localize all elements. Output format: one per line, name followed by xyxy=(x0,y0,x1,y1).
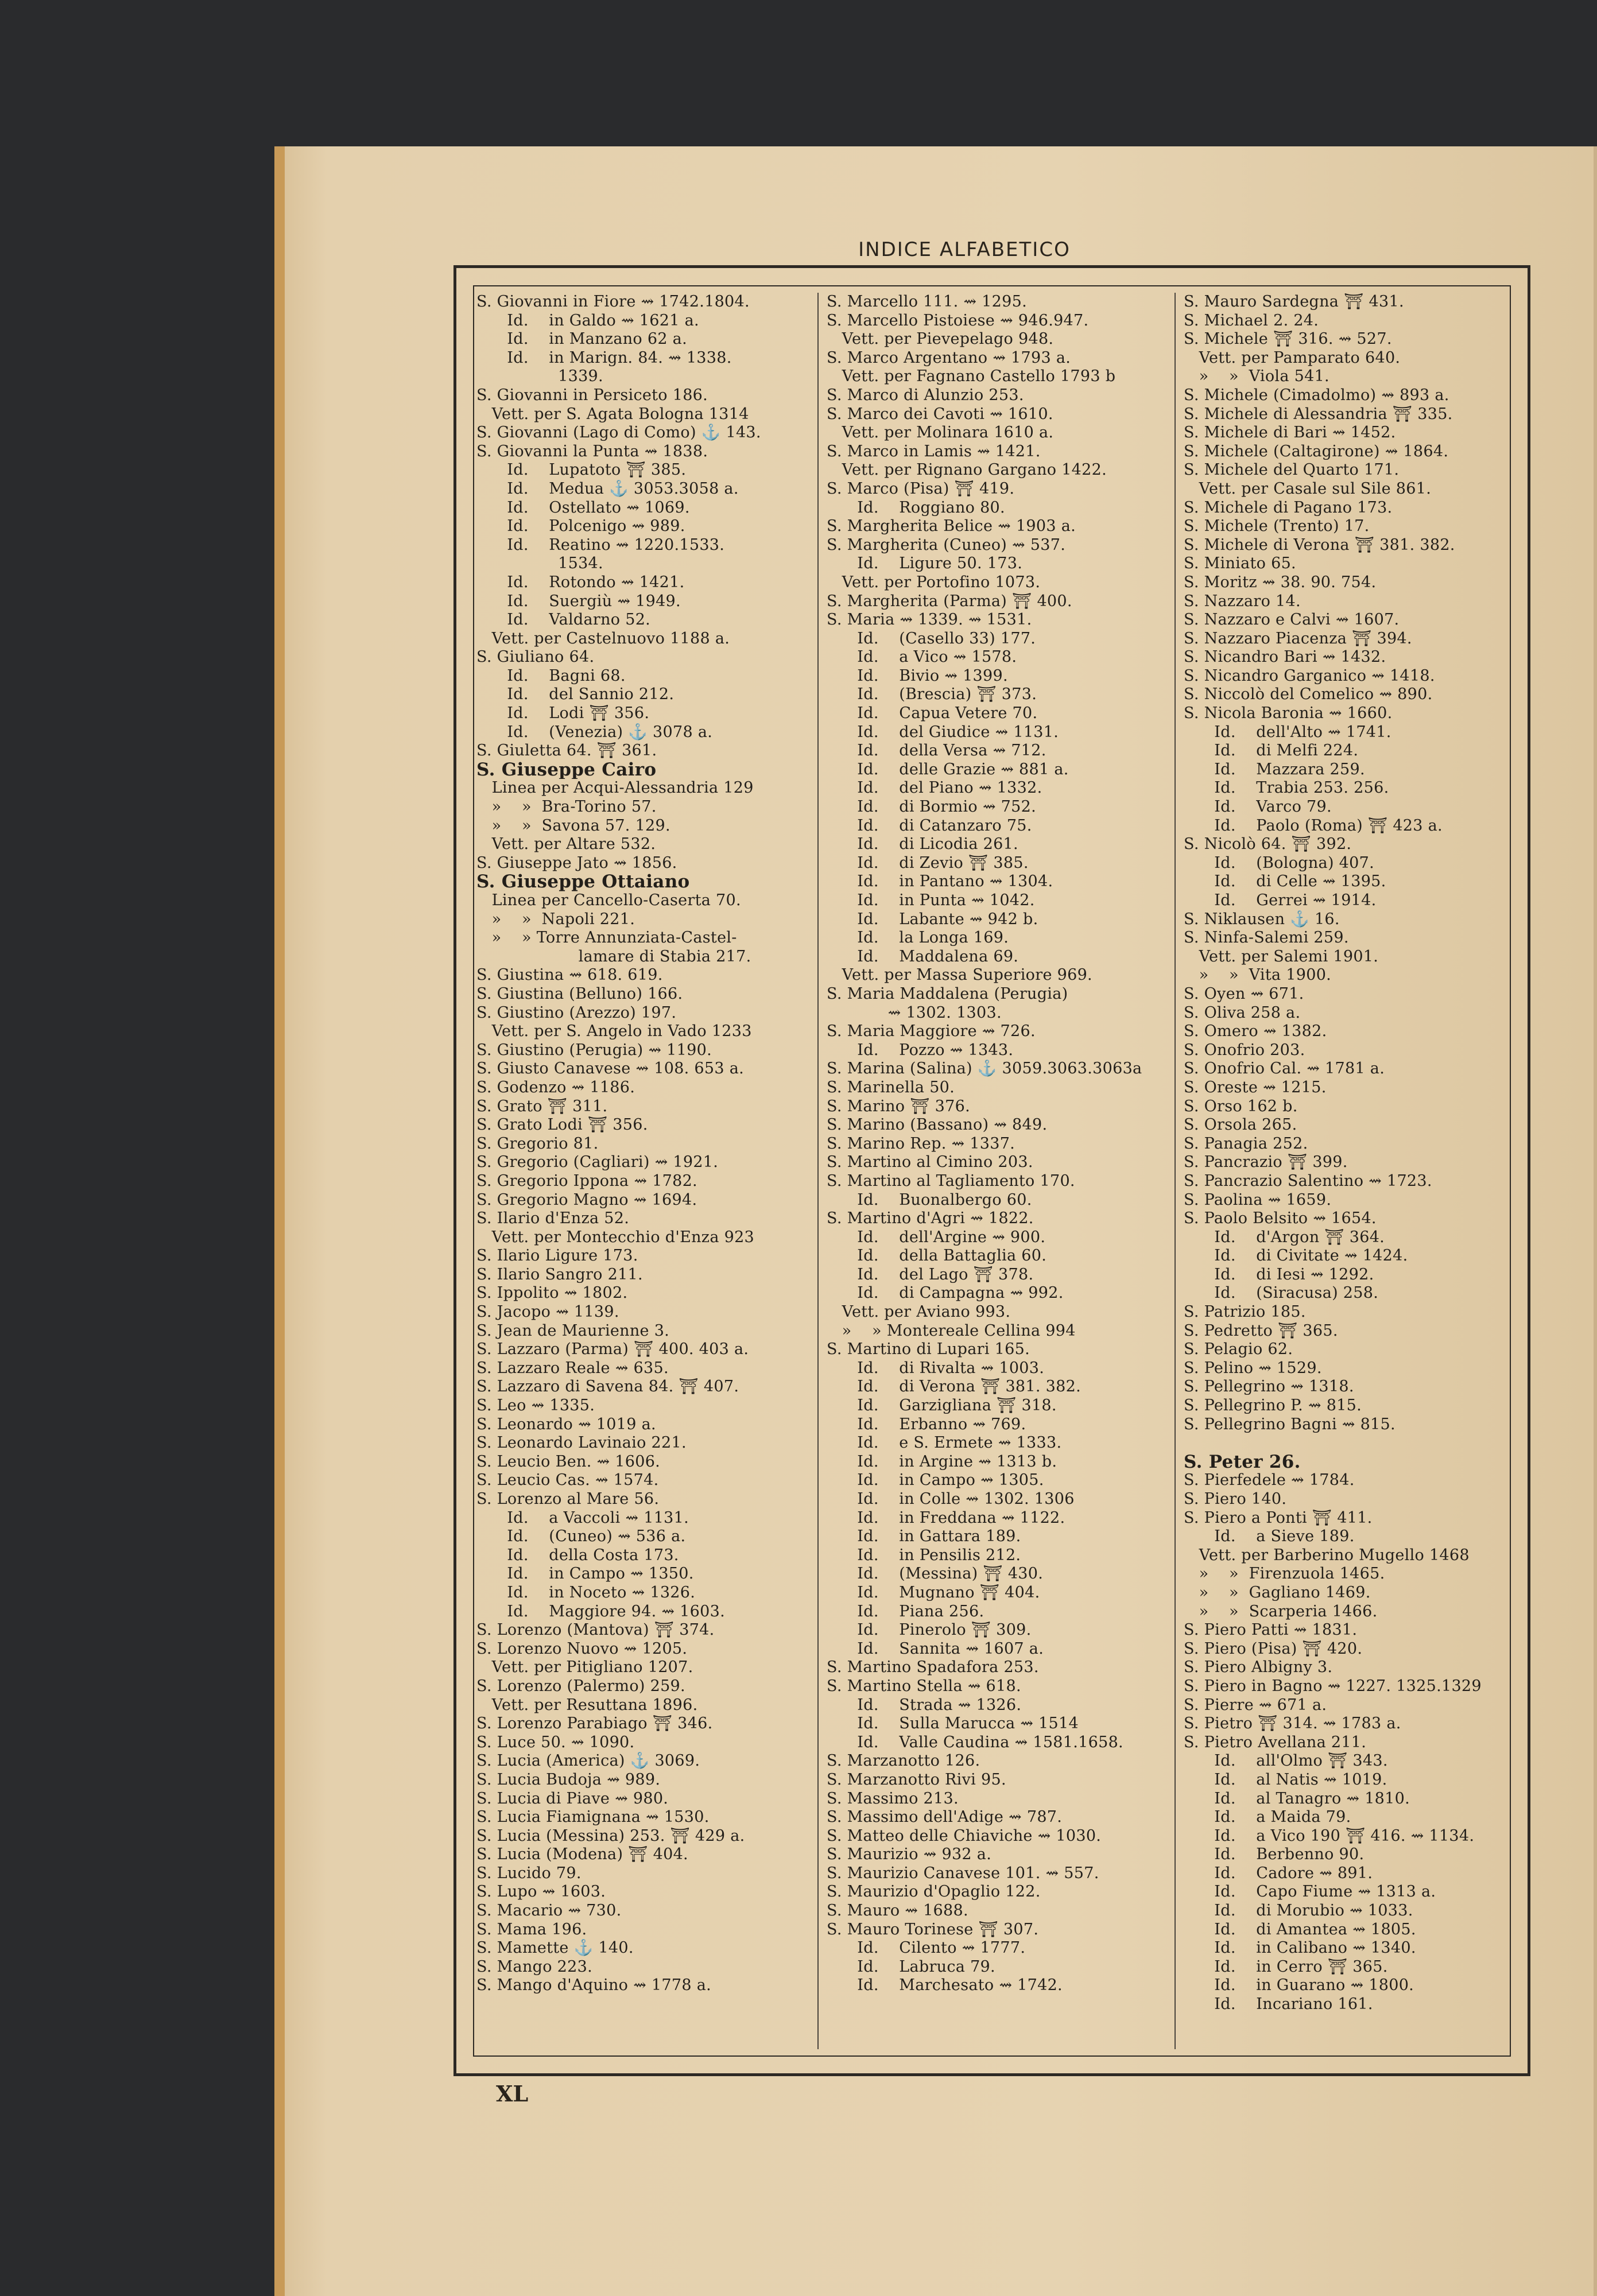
index-entry: Id. dell'Argine ⇝ 900. xyxy=(827,1228,1046,1246)
index-entry: S. Onofrio Cal. ⇝ 1781 a. xyxy=(1184,1060,1385,1078)
index-entry: S. Macario ⇝ 730. xyxy=(476,1902,622,1920)
index-entry: S. Ninfa-Salemi 259. xyxy=(1184,929,1349,947)
index-entry: Id. Ostellato ⇝ 1069. xyxy=(476,498,690,517)
index-entry: S. Grato Lodi ⛩ 356. xyxy=(476,1116,648,1134)
index-entry: Id. Sannita ⇝ 1607 a. xyxy=(827,1639,1044,1658)
index-entry: Id. Pinerolo ⛩ 309. xyxy=(827,1621,1032,1639)
index-entry: S. Marcello Pistoiese ⇝ 946.947. xyxy=(827,311,1089,329)
index-entry: Id. Bivio ⇝ 1399. xyxy=(827,666,1008,685)
index-entry: S. Mauro Torinese ⛩ 307. xyxy=(827,1920,1039,1938)
index-entry: S. Marcello 111. ⇝ 1295. xyxy=(827,293,1027,311)
index-entry: S. Marina (Salina) ⚓ 3059.3063.3063a xyxy=(827,1060,1142,1078)
index-entry: S. Marco Argentano ⇝ 1793 a. xyxy=(827,348,1071,367)
index-entry: S. Leo ⇝ 1335. xyxy=(476,1397,595,1415)
index-entry: Id. dell'Alto ⇝ 1741. xyxy=(1184,723,1391,741)
index-entry: S. Martino al Tagliamento 170. xyxy=(827,1172,1075,1190)
index-entry: S. Piero Patti ⇝ 1831. xyxy=(1184,1621,1358,1639)
index-entry: S. Leonardo ⇝ 1019 a. xyxy=(476,1415,656,1433)
index-entry: S. Mama 196. xyxy=(476,1920,587,1938)
index-entry: Id. della Battaglia 60. xyxy=(827,1247,1047,1265)
index-entry: Id. di Rivalta ⇝ 1003. xyxy=(827,1359,1045,1377)
index-entry: S. Ippolito ⇝ 1802. xyxy=(476,1284,628,1302)
index-entry: Id. Labante ⇝ 942 b. xyxy=(827,910,1038,928)
index-entry: S. Lucia Fiamignana ⇝ 1530. xyxy=(476,1808,710,1826)
index-entry: Id. della Versa ⇝ 712. xyxy=(827,742,1046,760)
column-divider xyxy=(1175,293,1176,2049)
index-entry: S. Martino Spadafora 253. xyxy=(827,1658,1039,1677)
index-entry: Id. Strada ⇝ 1326. xyxy=(827,1696,1022,1714)
index-entry: S. Nicandro Bari ⇝ 1432. xyxy=(1184,648,1386,666)
index-entry: S. Giuseppe Cairo xyxy=(476,760,657,779)
index-entry: S. Nicolò 64. ⛩ 392. xyxy=(1184,835,1352,854)
index-entry: Id. in Campo ⇝ 1305. xyxy=(827,1471,1044,1490)
index-entry: Id. Ligure 50. 173. xyxy=(827,554,1023,573)
index-entry: Id. di Iesi ⇝ 1292. xyxy=(1184,1265,1374,1283)
index-entry: S. Gregorio 81. xyxy=(476,1134,599,1153)
index-entry: Vett. per S. Angelo in Vado 1233 xyxy=(476,1022,752,1041)
index-entry: S. Mango 223. xyxy=(476,1957,592,1976)
index-entry: S. Lorenzo (Palermo) 259. xyxy=(476,1677,685,1695)
index-entry: Id. Labruca 79. xyxy=(827,1957,995,1976)
index-entry: S. Niklausen ⚓ 16. xyxy=(1184,910,1340,928)
index-entry: S. Lazzaro (Parma) ⛩ 400. 403 a. xyxy=(476,1340,749,1359)
index-entry: S. Maurizio ⇝ 932 a. xyxy=(827,1845,992,1864)
index-entry: Id. Medua ⚓ 3053.3058 a. xyxy=(476,479,739,498)
index-entry: Vett. per Castelnuovo 1188 a. xyxy=(476,629,730,647)
index-entry: S. Michele di Pagano 173. xyxy=(1184,498,1393,517)
index-entry: Id. di Civitate ⇝ 1424. xyxy=(1184,1247,1408,1265)
index-entry: Vett. per Molinara 1610 a. xyxy=(827,424,1054,442)
index-entry: S. Grato ⛩ 311. xyxy=(476,1097,608,1115)
index-entry: S. Giuletta 64. ⛩ 361. xyxy=(476,742,657,760)
index-entry: S. Onofrio 203. xyxy=(1184,1041,1305,1059)
index-entry: Id. Roggiano 80. xyxy=(827,498,1005,517)
index-entry: Id. al Natis ⇝ 1019. xyxy=(1184,1770,1387,1789)
index-entry: S. Lorenzo al Mare 56. xyxy=(476,1490,660,1508)
index-column-3 xyxy=(1184,293,1528,2014)
index-entry: Id. Lodi ⛩ 356. xyxy=(476,704,650,723)
index-entry: S. Lazzaro Reale ⇝ 635. xyxy=(476,1359,669,1377)
index-entry: S. Marinella 50. xyxy=(827,1078,955,1096)
index-entry: Id. (Brescia) ⛩ 373. xyxy=(827,685,1037,704)
index-entry: S. Pelino ⇝ 1529. xyxy=(1184,1359,1322,1377)
index-entry: Vett. per Altare 532. xyxy=(476,835,656,854)
index-entry: Id. Trabia 253. 256. xyxy=(1184,779,1389,797)
index-entry: Id. a Vico ⇝ 1578. xyxy=(827,648,1017,666)
index-entry: » » Montereale Cellina 994 xyxy=(827,1321,1076,1340)
index-entry: Id. Gerrei ⇝ 1914. xyxy=(1184,891,1377,909)
index-entry: Id. Valle Caudina ⇝ 1581.1658. xyxy=(827,1733,1123,1751)
index-entry: Id. e S. Ermete ⇝ 1333. xyxy=(827,1434,1062,1452)
index-entry: S. Peter 26. xyxy=(1184,1452,1301,1472)
page-header: INDICE ALFABETICO xyxy=(858,238,1071,261)
column-divider xyxy=(817,293,819,2049)
index-entry: lamare di Stabia 217. xyxy=(476,947,751,965)
index-entry: Id. in Guarano ⇝ 1800. xyxy=(1184,1976,1414,1995)
index-entry: Linea per Cancello-Caserta 70. xyxy=(476,891,741,909)
index-entry: Id. (Cuneo) ⇝ 536 a. xyxy=(476,1527,686,1546)
index-entry: Id. Maddalena 69. xyxy=(827,947,1019,965)
index-entry: S. Pellegrino Bagni ⇝ 815. xyxy=(1184,1415,1396,1433)
index-entry: S. Piero (Pisa) ⛩ 420. xyxy=(1184,1639,1363,1658)
index-entry: S. Oyen ⇝ 671. xyxy=(1184,984,1304,1003)
index-entry: Id. in Colle ⇝ 1302. 1306 xyxy=(827,1490,1075,1508)
index-entry: Id. Berbenno 90. xyxy=(1184,1845,1365,1864)
index-entry: S. Giovanni in Persiceto 186. xyxy=(476,386,708,404)
index-entry: S. Marino (Bassano) ⇝ 849. xyxy=(827,1116,1048,1134)
index-entry: S. Lucia (Modena) ⛩ 404. xyxy=(476,1845,688,1864)
index-entry: S. Paolina ⇝ 1659. xyxy=(1184,1190,1332,1209)
index-entry: Id. in Pensilis 212. xyxy=(827,1546,1021,1564)
index-entry: Id. in Galdo ⇝ 1621 a. xyxy=(476,311,699,329)
index-entry: Id. Marchesato ⇝ 1742. xyxy=(827,1976,1063,1995)
index-entry: » » Scarperia 1466. xyxy=(1184,1602,1378,1620)
index-entry: Id. di Catanzaro 75. xyxy=(827,816,1032,835)
index-entry: S. Giustina (Belluno) 166. xyxy=(476,984,683,1003)
index-entry: S. Gregorio (Cagliari) ⇝ 1921. xyxy=(476,1153,719,1172)
index-entry: Id. delle Grazie ⇝ 881 a. xyxy=(827,760,1069,778)
index-entry: S. Gregorio Ippona ⇝ 1782. xyxy=(476,1172,697,1190)
index-entry: S. Maria Maggiore ⇝ 726. xyxy=(827,1022,1036,1041)
index-entry xyxy=(1184,1434,1528,1453)
index-entry: S. Nazzaro 14. xyxy=(1184,592,1301,610)
index-entry: Id. Pozzo ⇝ 1343. xyxy=(827,1041,1014,1059)
index-entry: S. Oreste ⇝ 1215. xyxy=(1184,1078,1327,1096)
index-entry: S. Panagia 252. xyxy=(1184,1134,1308,1153)
index-entry: Id. (Bologna) 407. xyxy=(1184,854,1374,872)
index-entry: S. Pierfedele ⇝ 1784. xyxy=(1184,1471,1355,1490)
index-entry: S. Matteo delle Chiaviche ⇝ 1030. xyxy=(827,1826,1102,1845)
index-entry: Vett. per Montecchio d'Enza 923 xyxy=(476,1228,755,1246)
index-entry: Vett. per Resuttana 1896. xyxy=(476,1696,698,1714)
index-entry: S. Moritz ⇝ 38. 90. 754. xyxy=(1184,573,1377,591)
index-entry: S. Jean de Maurienne 3. xyxy=(476,1321,670,1340)
index-entry: Id. Bagni 68. xyxy=(476,666,626,685)
index-entry: » » Bra-Torino 57. xyxy=(476,798,657,816)
index-entry: Linea per Acqui-Alessandria 129 xyxy=(476,779,754,797)
index-entry: 1534. xyxy=(476,554,603,573)
index-entry: S. Luce 50. ⇝ 1090. xyxy=(476,1733,635,1751)
index-entry: S. Pellegrino P. ⇝ 815. xyxy=(1184,1397,1362,1415)
index-entry: Id. Mazzara 259. xyxy=(1184,760,1365,778)
index-entry: Id. in Campo ⇝ 1350. xyxy=(476,1565,694,1583)
index-entry: S. Maurizio d'Opaglio 122. xyxy=(827,1883,1041,1901)
index-entry: S. Martino al Cimino 203. xyxy=(827,1153,1033,1172)
index-entry: Id. di Bormio ⇝ 752. xyxy=(827,798,1036,816)
index-entry: Id. Mugnano ⛩ 404. xyxy=(827,1583,1040,1601)
index-entry: Id. in Argine ⇝ 1313 b. xyxy=(827,1452,1057,1471)
index-entry: S. Pelagio 62. xyxy=(1184,1340,1293,1359)
index-entry: Id. Cilento ⇝ 1777. xyxy=(827,1939,1026,1957)
index-entry: Id. del Sannio 212. xyxy=(476,685,675,704)
index-entry: S. Nicandro Garganico ⇝ 1418. xyxy=(1184,666,1435,685)
index-entry: Id. Sulla Marucca ⇝ 1514 xyxy=(827,1715,1079,1733)
index-entry: Id. (Casello 33) 177. xyxy=(827,629,1036,647)
index-entry: S. Mauro Sardegna ⛩ 431. xyxy=(1184,293,1404,311)
index-entry: » » Torre Annunziata-Castel- xyxy=(476,929,737,947)
index-entry: Vett. per Massa Superiore 969. xyxy=(827,966,1092,984)
index-entry: Id. del Giudice ⇝ 1131. xyxy=(827,723,1059,741)
index-entry: S. Orsola 265. xyxy=(1184,1116,1297,1134)
index-entry: » » Vita 1900. xyxy=(1184,966,1332,984)
page-edge xyxy=(274,146,285,2296)
index-entry: S. Margherita (Parma) ⛩ 400. xyxy=(827,592,1072,610)
index-entry: Id. Incariano 161. xyxy=(1184,1995,1373,2014)
index-entry: S. Godenzo ⇝ 1186. xyxy=(476,1078,635,1096)
index-entry: Id. di Licodia 261. xyxy=(827,835,1018,854)
index-entry: S. Lorenzo Parabiago ⛩ 346. xyxy=(476,1715,713,1733)
index-entry: S. Ilario d'Enza 52. xyxy=(476,1209,630,1228)
index-entry: S. Michael 2. 24. xyxy=(1184,311,1319,329)
index-entry: S. Jacopo ⇝ 1139. xyxy=(476,1303,619,1321)
index-entry: S. Leucio Ben. ⇝ 1606. xyxy=(476,1452,661,1471)
index-entry: S. Michele di Verona ⛩ 381. 382. xyxy=(1184,536,1455,554)
index-entry: S. Lucido 79. xyxy=(476,1864,582,1882)
index-entry: S. Giustino (Arezzo) 197. xyxy=(476,1003,677,1022)
index-entry: S. Niccolò del Comelico ⇝ 890. xyxy=(1184,685,1433,704)
index-entry: Id. a Maida 79. xyxy=(1184,1808,1351,1826)
index-entry: » » Firenzuola 1465. xyxy=(1184,1565,1385,1583)
index-entry: Id. in Punta ⇝ 1042. xyxy=(827,891,1035,909)
index-entry: Id. Garzigliana ⛩ 318. xyxy=(827,1397,1057,1415)
index-entry: S. Mamette ⚓ 140. xyxy=(476,1939,634,1957)
index-entry: 1339. xyxy=(476,367,603,386)
index-entry: S. Lucia (America) ⚓ 3069. xyxy=(476,1752,700,1770)
index-entry: Id. a Sieve 189. xyxy=(1184,1527,1355,1546)
index-entry: Id. Lupatoto ⛩ 385. xyxy=(476,461,687,479)
index-entry: S. Gregorio Magno ⇝ 1694. xyxy=(476,1190,697,1209)
index-entry: S. Lucia Budoja ⇝ 989. xyxy=(476,1770,661,1789)
index-column-1 xyxy=(476,293,809,1995)
index-entry: S. Margherita (Cuneo) ⇝ 537. xyxy=(827,536,1066,554)
index-entry: S. Martino d'Agri ⇝ 1822. xyxy=(827,1209,1034,1228)
index-entry: Id. in Cerro ⛩ 365. xyxy=(1184,1957,1388,1976)
index-entry: S. Pancrazio ⛩ 399. xyxy=(1184,1153,1348,1172)
index-entry: S. Pellegrino ⇝ 1318. xyxy=(1184,1378,1354,1396)
index-entry: Vett. per Pievepelago 948. xyxy=(827,330,1054,348)
index-entry: S. Nicola Baronia ⇝ 1660. xyxy=(1184,704,1393,723)
index-entry: S. Marino ⛩ 376. xyxy=(827,1097,970,1115)
index-entry: S. Nazzaro Piacenza ⛩ 394. xyxy=(1184,629,1412,647)
index-entry: Vett. per S. Agata Bologna 1314 xyxy=(476,405,749,423)
index-entry: Id. Maggiore 94. ⇝ 1603. xyxy=(476,1602,725,1620)
index-entry: S. Pierre ⇝ 671 a. xyxy=(1184,1696,1327,1714)
index-entry: Id. all'Olmo ⛩ 343. xyxy=(1184,1752,1388,1770)
index-entry: S. Giovanni la Punta ⇝ 1838. xyxy=(476,442,708,460)
index-entry: S. Oliva 258 a. xyxy=(1184,1003,1301,1022)
index-entry: Id. Polcenigo ⇝ 989. xyxy=(476,517,685,536)
index-entry: Vett. per Fagnano Castello 1793 b xyxy=(827,367,1116,386)
index-entry: Id. la Longa 169. xyxy=(827,929,1009,947)
index-entry: Id. Varco 79. xyxy=(1184,798,1332,816)
index-entry: S. Orso 162 b. xyxy=(1184,1097,1298,1115)
index-entry: » » Viola 541. xyxy=(1184,367,1329,386)
index-entry: S. Michele (Caltagirone) ⇝ 1864. xyxy=(1184,442,1449,460)
index-entry: S. Marco dei Cavoti ⇝ 1610. xyxy=(827,405,1053,423)
index-entry: Vett. per Salemi 1901. xyxy=(1184,947,1379,965)
index-entry: S. Omero ⇝ 1382. xyxy=(1184,1022,1327,1041)
index-entry: S. Leucio Cas. ⇝ 1574. xyxy=(476,1471,659,1490)
index-entry: S. Michele di Bari ⇝ 1452. xyxy=(1184,424,1396,442)
index-entry: Id. in Freddana ⇝ 1122. xyxy=(827,1508,1065,1527)
index-entry: Vett. per Aviano 993. xyxy=(827,1303,1011,1321)
index-entry: Id. in Pantano ⇝ 1304. xyxy=(827,872,1053,891)
index-entry: Vett. per Rignano Gargano 1422. xyxy=(827,461,1107,479)
index-entry: ⇝ 1302. 1303. xyxy=(827,1003,1002,1022)
index-entry: Id. (Siracusa) 258. xyxy=(1184,1284,1379,1302)
index-entry: S. Giuliano 64. xyxy=(476,648,595,666)
index-entry: S. Lupo ⇝ 1603. xyxy=(476,1883,606,1901)
index-entry: Id. di Amantea ⇝ 1805. xyxy=(1184,1920,1416,1938)
index-entry: S. Nazzaro e Calvi ⇝ 1607. xyxy=(1184,611,1400,629)
index-entry: S. Piero 140. xyxy=(1184,1490,1287,1508)
index-entry: S. Piero a Ponti ⛩ 411. xyxy=(1184,1508,1373,1527)
index-entry: S. Maurizio Canavese 101. ⇝ 557. xyxy=(827,1864,1099,1882)
index-entry: Id. del Piano ⇝ 1332. xyxy=(827,779,1042,797)
index-entry: Vett. per Casale sul Sile 861. xyxy=(1184,479,1432,498)
index-entry: S. Michele (Trento) 17. xyxy=(1184,517,1370,536)
index-entry: S. Marco in Lamis ⇝ 1421. xyxy=(827,442,1041,460)
index-entry: S. Lorenzo (Mantova) ⛩ 374. xyxy=(476,1621,715,1639)
index-entry: S. Massimo dell'Adige ⇝ 787. xyxy=(827,1808,1063,1826)
index-column-2 xyxy=(827,293,1165,1995)
index-entry: Id. in Gattara 189. xyxy=(827,1527,1021,1546)
index-entry: S. Massimo 213. xyxy=(827,1789,959,1808)
index-entry: S. Martino Stella ⇝ 618. xyxy=(827,1677,1021,1695)
index-entry: Id. di Melfi 224. xyxy=(1184,742,1359,760)
index-entry: Id. in Noceto ⇝ 1326. xyxy=(476,1583,696,1601)
index-entry: » » Gagliano 1469. xyxy=(1184,1583,1371,1601)
index-entry: S. Piero in Bagno ⇝ 1227. 1325.1329 xyxy=(1184,1677,1482,1695)
index-entry: S. Marco di Alunzio 253. xyxy=(827,386,1024,404)
index-entry: S. Paolo Belsito ⇝ 1654. xyxy=(1184,1209,1377,1228)
index-entry: S. Giustina ⇝ 618. 619. xyxy=(476,966,663,984)
index-entry: Id. Capua Vetere 70. xyxy=(827,704,1038,723)
index-entry: Id. Suergiù ⇝ 1949. xyxy=(476,592,681,610)
index-entry: Vett. per Portofino 1073. xyxy=(827,573,1041,591)
index-entry: S. Marzanotto 126. xyxy=(827,1752,980,1770)
index-entry: Id. d'Argon ⛩ 364. xyxy=(1184,1228,1385,1246)
index-entry: Id. (Venezia) ⚓ 3078 a. xyxy=(476,723,713,741)
index-entry: S. Martino di Lupari 165. xyxy=(827,1340,1030,1359)
index-entry: Id. del Lago ⛩ 378. xyxy=(827,1265,1034,1283)
index-entry: Id. Valdarno 52. xyxy=(476,611,651,629)
index-entry: S. Maria ⇝ 1339. ⇝ 1531. xyxy=(827,611,1032,629)
index-entry: S. Michele di Alessandria ⛩ 335. xyxy=(1184,405,1453,423)
index-entry: S. Pietro ⛩ 314. ⇝ 1783 a. xyxy=(1184,1715,1401,1733)
index-entry: S. Ilario Sangro 211. xyxy=(476,1265,643,1283)
index-entry: S. Lazzaro di Savena 84. ⛩ 407. xyxy=(476,1378,739,1396)
index-entry: Id. Buonalbergo 60. xyxy=(827,1190,1032,1209)
index-entry: Id. in Marign. 84. ⇝ 1338. xyxy=(476,348,732,367)
index-entry: Id. di Verona ⛩ 381. 382. xyxy=(827,1378,1081,1396)
index-entry: Id. in Manzano 62 a. xyxy=(476,330,687,348)
index-entry: Id. di Zevio ⛩ 385. xyxy=(827,854,1029,872)
index-entry: S. Ilario Ligure 173. xyxy=(476,1247,638,1265)
index-entry: S. Michele del Quarto 171. xyxy=(1184,461,1400,479)
index-entry: S. Lorenzo Nuovo ⇝ 1205. xyxy=(476,1639,688,1658)
index-entry: S. Margherita Belice ⇝ 1903 a. xyxy=(827,517,1076,536)
index-entry: S. Giuseppe Jato ⇝ 1856. xyxy=(476,854,677,872)
index-entry: S. Michele (Cimadolmo) ⇝ 893 a. xyxy=(1184,386,1449,404)
index-entry: Vett. per Barberino Mugello 1468 xyxy=(1184,1546,1470,1564)
index-entry: » » Savona 57. 129. xyxy=(476,816,670,835)
index-entry: S. Giustino (Perugia) ⇝ 1190. xyxy=(476,1041,712,1059)
index-entry: Id. a Vico 190 ⛩ 416. ⇝ 1134. xyxy=(1184,1826,1475,1845)
index-entry: S. Maria Maddalena (Perugia) xyxy=(827,984,1068,1003)
index-entry: S. Giovanni in Fiore ⇝ 1742.1804. xyxy=(476,293,750,311)
index-entry: Id. Rotondo ⇝ 1421. xyxy=(476,573,685,591)
index-entry: S. Marzanotto Rivi 95. xyxy=(827,1770,1006,1789)
index-entry: Vett. per Pitigliano 1207. xyxy=(476,1658,693,1677)
index-entry: S. Marco (Pisa) ⛩ 419. xyxy=(827,479,1015,498)
index-entry: S. Lucia di Piave ⇝ 980. xyxy=(476,1789,669,1808)
index-entry: S. Mauro ⇝ 1688. xyxy=(827,1902,968,1920)
index-entry: Id. Erbanno ⇝ 769. xyxy=(827,1415,1026,1433)
index-entry: S. Giuseppe Ottaiano xyxy=(476,872,690,891)
index-entry: Id. Piana 256. xyxy=(827,1602,984,1620)
index-entry: Id. di Campagna ⇝ 992. xyxy=(827,1284,1064,1302)
index-entry: Id. al Tanagro ⇝ 1810. xyxy=(1184,1789,1410,1808)
index-entry: Id. della Costa 173. xyxy=(476,1546,679,1564)
page-number: XL xyxy=(496,2081,529,2107)
index-entry: Id. a Vaccoli ⇝ 1131. xyxy=(476,1508,689,1527)
index-entry: S. Lucia (Messina) 253. ⛩ 429 a. xyxy=(476,1826,745,1845)
index-entry: S. Leonardo Lavinaio 221. xyxy=(476,1434,687,1452)
index-entry: S. Giusto Canavese ⇝ 108. 653 a. xyxy=(476,1060,745,1078)
index-entry: Id. Reatino ⇝ 1220.1533. xyxy=(476,536,725,554)
index-entry: S. Marino Rep. ⇝ 1337. xyxy=(827,1134,1015,1153)
index-entry: S. Pietro Avellana 211. xyxy=(1184,1733,1367,1751)
index-entry: Id. Paolo (Roma) ⛩ 423 a. xyxy=(1184,816,1443,835)
index-entry: S. Miniato 65. xyxy=(1184,554,1296,573)
index-entry: Id. in Calibano ⇝ 1340. xyxy=(1184,1939,1416,1957)
index-entry: S. Pancrazio Salentino ⇝ 1723. xyxy=(1184,1172,1432,1190)
index-entry: S. Giovanni (Lago di Como) ⚓ 143. xyxy=(476,424,761,442)
index-entry: Vett. per Pamparato 640. xyxy=(1184,348,1401,367)
index-entry: S. Michele ⛩ 316. ⇝ 527. xyxy=(1184,330,1392,348)
index-entry: Id. Cadore ⇝ 891. xyxy=(1184,1864,1373,1882)
index-entry: Id. Capo Fiume ⇝ 1313 a. xyxy=(1184,1883,1436,1901)
index-entry: S. Pedretto ⛩ 365. xyxy=(1184,1321,1338,1340)
index-entry: Id. di Morubio ⇝ 1033. xyxy=(1184,1902,1413,1920)
index-entry: S. Piero Albigny 3. xyxy=(1184,1658,1333,1677)
index-entry: Id. di Celle ⇝ 1395. xyxy=(1184,872,1386,891)
index-entry: » » Napoli 221. xyxy=(476,910,635,928)
index-entry: S. Mango d'Aquino ⇝ 1778 a. xyxy=(476,1976,711,1995)
index-entry: Id. (Messina) ⛩ 430. xyxy=(827,1565,1044,1583)
index-entry: S. Patrizio 185. xyxy=(1184,1303,1306,1321)
